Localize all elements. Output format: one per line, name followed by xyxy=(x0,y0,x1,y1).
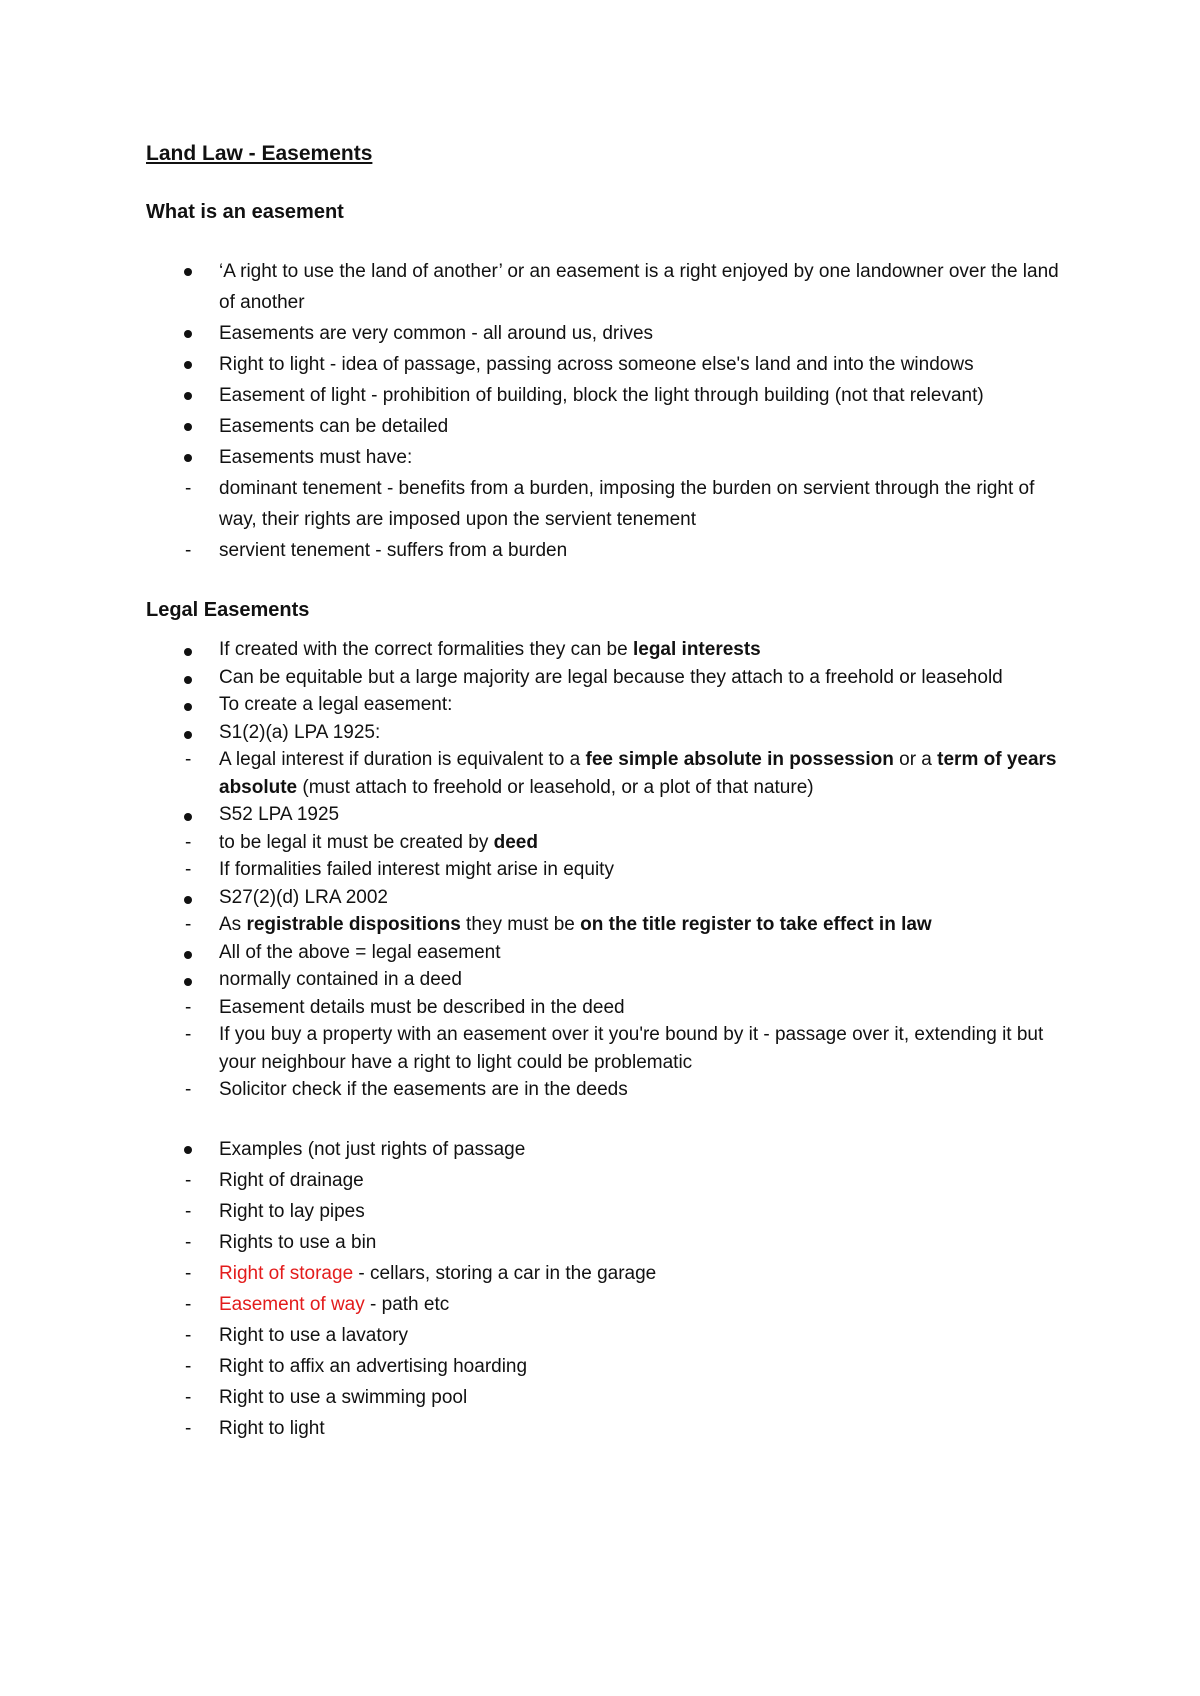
sub-list-item: - If formalities failed interest might arise in equity xyxy=(219,856,1076,884)
sub-list-item: - servient tenement - suffers from a burden xyxy=(219,535,1076,566)
list-item: Right to light - idea of passage, passing across someone else's land and into the windows xyxy=(146,349,1076,380)
dash-icon: - xyxy=(185,996,192,1018)
sub-list-item: - Right to use a swimming pool xyxy=(219,1382,1076,1413)
section2-list xyxy=(146,636,1076,1104)
list-item: Can be equitable but a large majority are legal because they attach to a freehold or leasehold xyxy=(146,664,1076,692)
document-title: Land Law - Easements xyxy=(146,142,373,165)
sub-list xyxy=(185,829,1076,884)
dash-icon: - xyxy=(185,1386,192,1408)
bullet-icon xyxy=(184,392,192,400)
bullet-icon xyxy=(184,813,192,821)
dash-icon: - xyxy=(185,1293,192,1315)
bullet-icon xyxy=(184,731,192,739)
list-item: Easements are very common - all around us, drives xyxy=(146,318,1076,349)
list-item: S1(2)(a) LPA 1925: - A legal interest if duration is equivalent to a fee simple absolute in possession or a term of years absolute (must attach to freehold or leasehold, or a plot of that nature) xyxy=(146,719,1076,802)
sub-list-item: - Solicitor check if the easements are in the deeds xyxy=(219,1076,1076,1104)
list-item: Examples (not just rights of passage - Right of drainage - Right to lay pipes - Rights to use a bin - Right of storage - cellars, storing a car in the garage - Easement of way - path etc - Right to use a lavatory - Right to affix an advertising hoarding - Right to use a swimming pool - Right to light xyxy=(146,1134,1076,1444)
dash-icon: - xyxy=(185,1324,192,1346)
bullet-icon xyxy=(184,703,192,711)
sub-list-item: - Right to light xyxy=(219,1413,1076,1444)
highlighted-term: Right of storage xyxy=(219,1262,354,1284)
heading-legal-easements: Legal Easements xyxy=(146,599,310,621)
bullet-icon xyxy=(184,1146,192,1154)
list-item: If created with the correct formalities they can be legal interests xyxy=(146,636,1076,664)
bullet-icon xyxy=(184,951,192,959)
sub-list-item: - Right to lay pipes xyxy=(219,1196,1076,1227)
dash-icon: - xyxy=(185,1079,192,1100)
dash-icon: - xyxy=(185,1355,192,1377)
list-item: Easements must have: - dominant tenement - benefits from a burden, imposing the burden on servient through the right of way, their rights are imposed upon the servient tenement - servient tenement - suffers from a burden xyxy=(146,442,1076,566)
sub-list-item: - Right of storage - cellars, storing a car in the garage xyxy=(219,1258,1076,1289)
sub-list-item: - Rights to use a bin xyxy=(219,1227,1076,1258)
bullet-icon xyxy=(184,268,192,276)
list-item: normally contained in a deed - Easement details must be described in the deed - If you buy a property with an easement over it you're bound by it - passage over it, extending it but your neighbour have a right to light could be problematic - Solicitor check if the easements are in the deeds xyxy=(146,966,1076,1104)
sub-list-item: - A legal interest if duration is equivalent to a fee simple absolute in possession or a term of years absolute (must attach to freehold or leasehold, or a plot of that nature) xyxy=(219,746,1076,801)
bullet-icon xyxy=(184,648,192,656)
sub-list-item: - Right of drainage xyxy=(219,1165,1076,1196)
sub-list xyxy=(185,473,1076,566)
bullet-icon xyxy=(184,676,192,684)
dash-icon: - xyxy=(185,478,192,499)
dash-icon: - xyxy=(185,1231,192,1253)
dash-icon: - xyxy=(185,1417,192,1439)
list-item: Easement of light - prohibition of building, block the light through building (not that relevant) xyxy=(146,380,1076,411)
bullet-icon xyxy=(184,454,192,462)
dash-icon: - xyxy=(185,1169,192,1191)
dash-icon: - xyxy=(185,749,192,770)
sub-list-item: - If you buy a property with an easement over it you're bound by it - passage over it, extending it but your neighbour have a right to light could be problematic xyxy=(219,1021,1076,1076)
sub-list-item: - As registrable dispositions they must be on the title register to take effect in law xyxy=(219,911,1076,939)
list-item: S27(2)(d) LRA 2002 - As registrable dispositions they must be on the title register to take effect in law xyxy=(146,884,1076,939)
list-item: ‘A right to use the land of another’ or an easement is a right enjoyed by one landowner over the land of another xyxy=(146,256,1076,318)
examples-list xyxy=(146,1134,1076,1444)
bullet-icon xyxy=(184,330,192,338)
list-item: Easements can be detailed xyxy=(146,411,1076,442)
sub-list-item: - Easement of way - path etc xyxy=(219,1289,1076,1320)
sub-list xyxy=(185,746,1076,801)
dash-icon: - xyxy=(185,1262,192,1284)
document-page xyxy=(146,140,1076,1444)
sub-list xyxy=(185,994,1076,1104)
dash-icon: - xyxy=(185,1024,192,1045)
bullet-icon xyxy=(184,896,192,904)
list-item: S52 LPA 1925 - to be legal it must be created by deed - If formalities failed interest might arise in equity xyxy=(146,801,1076,884)
dash-icon: - xyxy=(185,1200,192,1222)
bullet-icon xyxy=(184,423,192,431)
sub-list-item: - dominant tenement - benefits from a burden, imposing the burden on servient through the right of way, their rights are imposed upon the servient tenement xyxy=(219,473,1076,535)
dash-icon: - xyxy=(185,540,192,561)
dash-icon: - xyxy=(185,831,192,853)
sub-list xyxy=(185,1165,1076,1444)
sub-list-item: - to be legal it must be created by deed xyxy=(219,829,1076,857)
sub-list xyxy=(185,911,1076,939)
list-item: To create a legal easement: xyxy=(146,691,1076,719)
sub-list-item: - Right to use a lavatory xyxy=(219,1320,1076,1351)
sub-list-item: - Right to affix an advertising hoarding xyxy=(219,1351,1076,1382)
list-item: All of the above = legal easement xyxy=(146,939,1076,967)
sub-list-item: - Easement details must be described in the deed xyxy=(219,994,1076,1022)
dash-icon: - xyxy=(185,859,192,880)
dash-icon: - xyxy=(185,914,192,935)
highlighted-term: Easement of way xyxy=(219,1293,365,1315)
bullet-icon xyxy=(184,361,192,369)
bullet-icon xyxy=(184,978,192,986)
heading-what-is-an-easement: What is an easement xyxy=(146,201,344,223)
section1-list xyxy=(146,256,1076,566)
